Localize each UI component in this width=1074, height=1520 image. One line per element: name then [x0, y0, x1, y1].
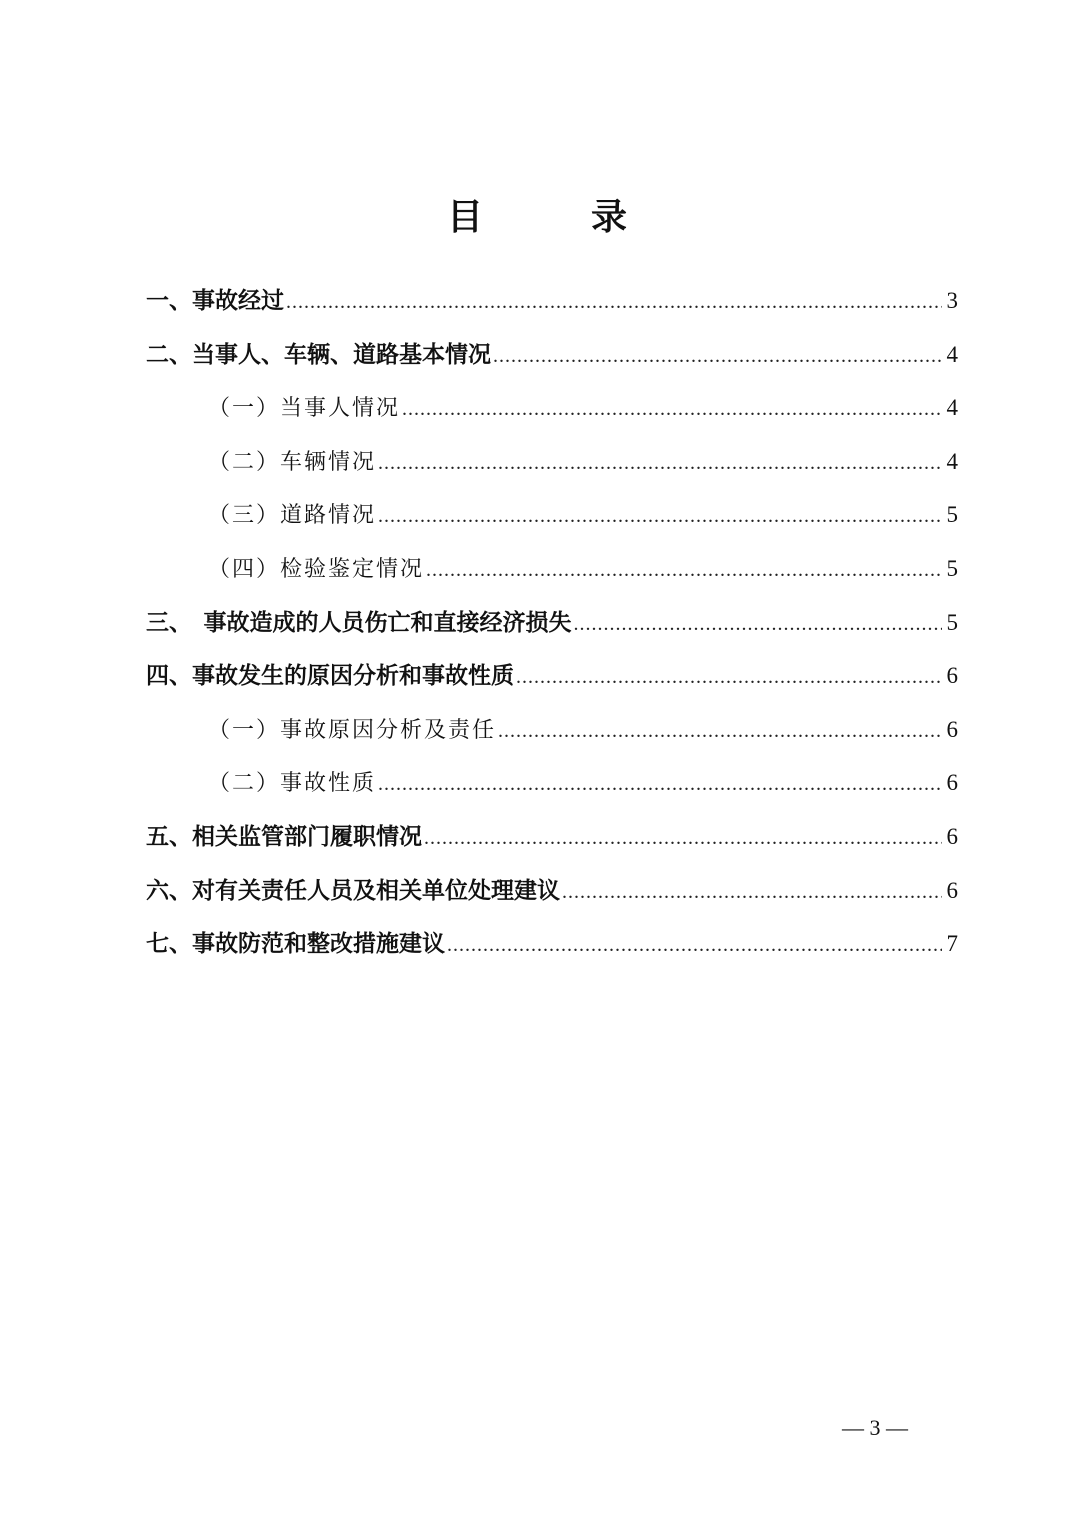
page-number-footer: — 3 — [842, 1415, 908, 1440]
toc-page-number: 6 [946, 716, 958, 742]
toc-dot-leader [426, 550, 942, 590]
toc-entry[interactable] [146, 817, 958, 871]
toc-entry[interactable] [146, 924, 958, 978]
toc-subentry[interactable] [146, 442, 958, 496]
toc-entry-label: （一）事故原因分析及责任 [208, 717, 497, 743]
toc-dot-leader [493, 336, 942, 376]
toc-page-number: 3 [946, 288, 958, 313]
toc-subentry[interactable] [146, 763, 958, 817]
toc-page-number: 4 [946, 395, 958, 421]
toc-entry-label: 七、事故防范和整改措施建议 [146, 931, 445, 958]
toc-subentry[interactable] [146, 549, 958, 603]
toc-page-number: 4 [946, 341, 958, 367]
toc-subentry[interactable] [146, 388, 958, 442]
toc-entry-label: 三、 事故造成的人员伤亡和直接经济损失 [146, 609, 572, 636]
toc-dot-leader [286, 282, 942, 322]
toc-entry-label: 二、当事人、车辆、道路基本情况 [146, 341, 491, 368]
toc-dot-leader [447, 925, 942, 965]
table-of-contents [146, 281, 958, 978]
toc-entry-label: （三）道路情况 [208, 503, 377, 529]
toc-page-number: 5 [946, 555, 958, 581]
toc-dot-leader [498, 711, 942, 751]
toc-entry-label: 六、对有关责任人员及相关单位处理建议 [146, 877, 560, 904]
toc-entry[interactable] [146, 656, 958, 710]
toc-dot-leader [378, 496, 942, 536]
toc-entry-label: （二）事故性质 [208, 771, 377, 797]
toc-dot-leader [562, 872, 942, 912]
toc-entry-label: 四、事故发生的原因分析和事故性质 [146, 663, 514, 690]
toc-page-number: 6 [946, 770, 958, 796]
toc-page-number: 6 [946, 823, 958, 849]
toc-entry-label: （一）当事人情况 [208, 396, 401, 422]
toc-entry[interactable] [146, 335, 958, 389]
toc-dot-leader [402, 389, 942, 429]
toc-title: 目 录 [446, 197, 663, 238]
toc-page-number: 5 [946, 502, 958, 528]
toc-entry-label: （四）检验鉴定情况 [208, 556, 425, 582]
toc-subentry[interactable] [146, 710, 958, 764]
toc-entry[interactable] [146, 871, 958, 925]
toc-dot-leader [424, 818, 942, 858]
toc-dot-leader [516, 657, 942, 697]
toc-page-number: 6 [946, 663, 958, 689]
toc-entry[interactable] [146, 603, 958, 657]
toc-entry-label: 五、相关监管部门履职情况 [146, 823, 422, 850]
toc-page-number: 5 [946, 609, 958, 635]
toc-entry[interactable] [146, 281, 958, 335]
toc-page-number: 7 [946, 931, 958, 957]
toc-dot-leader [378, 764, 942, 804]
toc-entry-label: 一、事故经过 [146, 288, 284, 314]
toc-dot-leader [574, 604, 943, 644]
toc-page-number: 4 [946, 448, 958, 474]
toc-subentry[interactable] [146, 495, 958, 549]
toc-page-number: 6 [946, 877, 958, 903]
toc-dot-leader [378, 443, 942, 483]
toc-entry-label: （二）车辆情况 [208, 449, 377, 475]
